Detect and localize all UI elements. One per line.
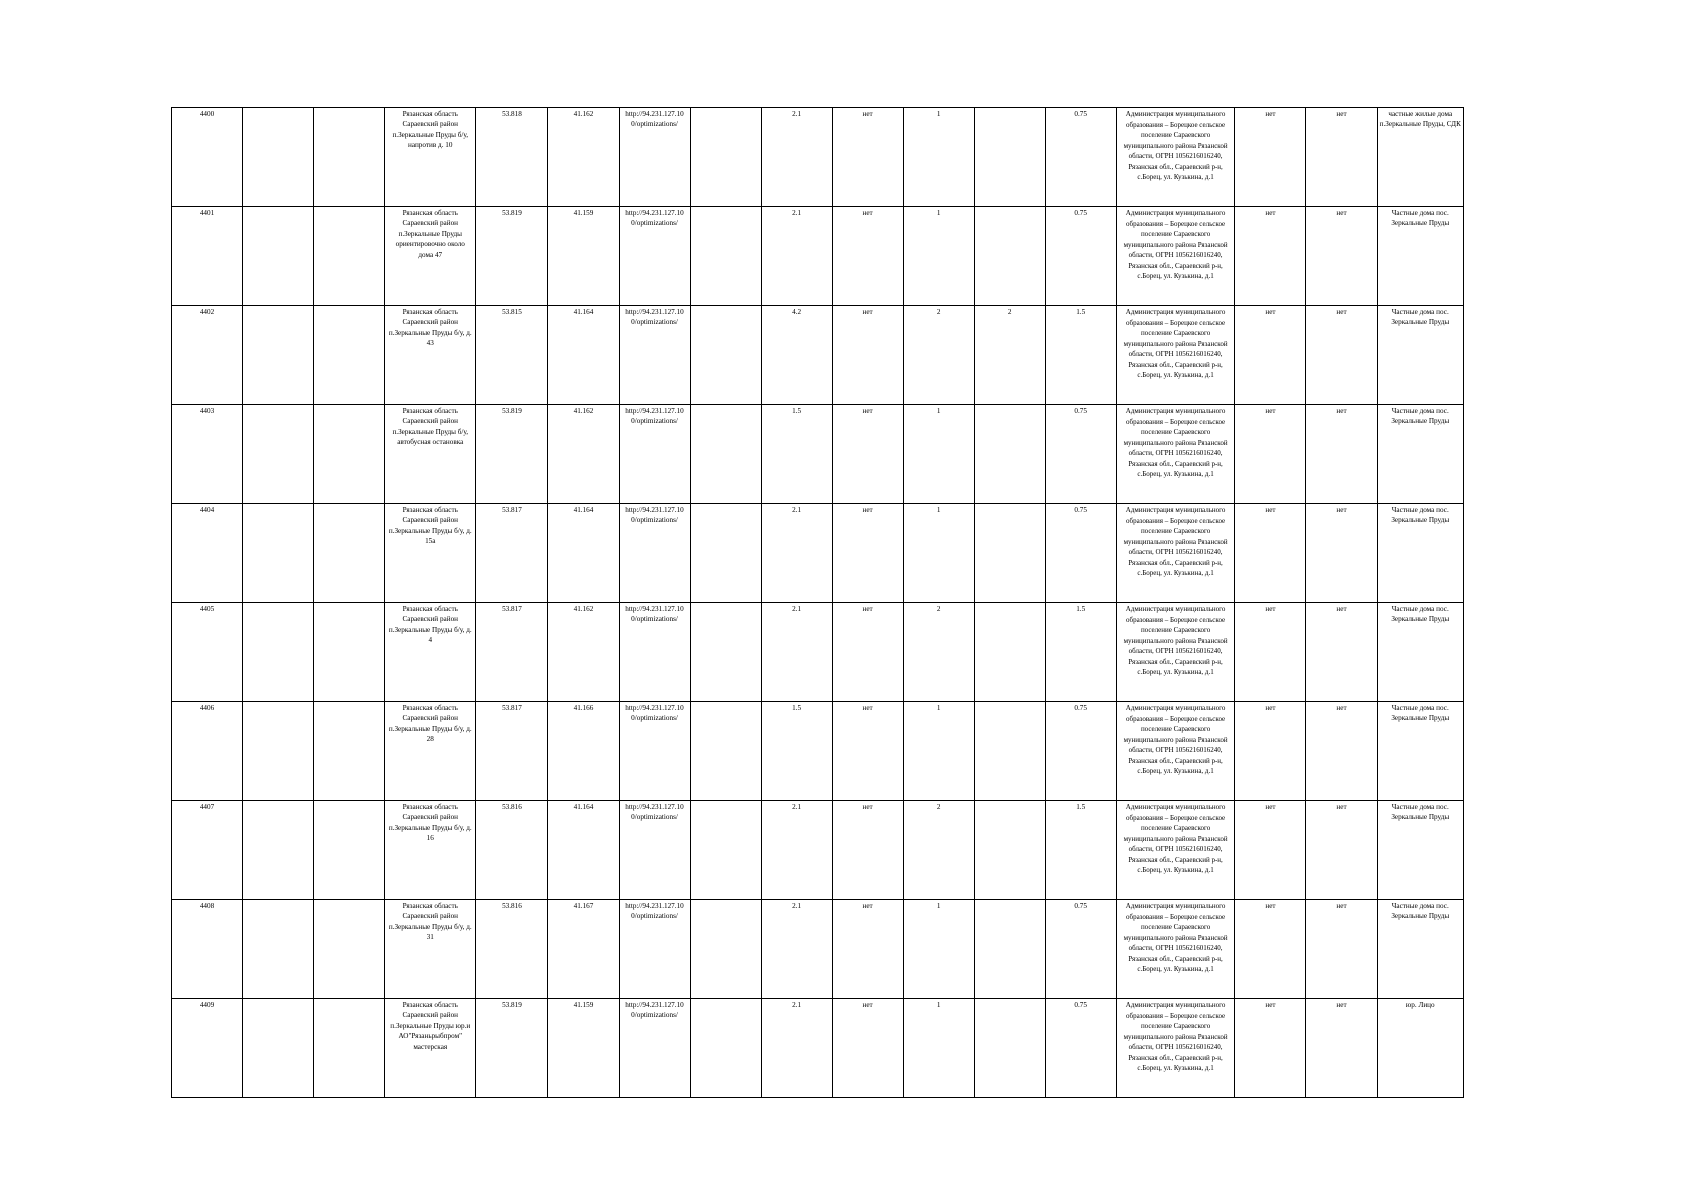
cell-record-number: 4406 — [172, 702, 243, 801]
cell-longitude: 41.159 — [548, 207, 619, 306]
cell-planned-containers — [974, 999, 1045, 1098]
cell-empty — [243, 306, 314, 405]
cell-flag-b: нет — [1306, 504, 1377, 603]
cell-flag-a: нет — [1235, 405, 1306, 504]
cell-area: 2.1 — [761, 207, 832, 306]
cell-area: 2.1 — [761, 900, 832, 999]
table-row — [172, 207, 1464, 306]
table-row — [172, 504, 1464, 603]
cell-map-link[interactable]: http://94.231.127.10 0/optimizations/ — [619, 405, 690, 504]
cell-empty — [314, 603, 385, 702]
table-row — [172, 900, 1464, 999]
cell-longitude: 41.164 — [548, 504, 619, 603]
cell-area: 1.5 — [761, 405, 832, 504]
cell-volume: 0.75 — [1045, 702, 1116, 801]
cell-container-count: 2 — [903, 306, 974, 405]
table-row — [172, 801, 1464, 900]
cell-cover: нет — [832, 702, 903, 801]
cell-empty — [243, 702, 314, 801]
cell-flag-a: нет — [1235, 999, 1306, 1098]
cell-empty — [314, 702, 385, 801]
cell-empty — [314, 504, 385, 603]
table-row — [172, 702, 1464, 801]
cell-container-count: 1 — [903, 504, 974, 603]
cell-planned-containers — [974, 207, 1045, 306]
cell-map-link[interactable]: http://94.231.127.10 0/optimizations/ — [619, 504, 690, 603]
cell-empty — [243, 405, 314, 504]
cell-longitude: 41.167 — [548, 900, 619, 999]
cell-longitude: 41.162 — [548, 603, 619, 702]
cell-flag-a: нет — [1235, 900, 1306, 999]
cell-longitude: 41.162 — [548, 405, 619, 504]
cell-map-link[interactable]: http://94.231.127.10 0/optimizations/ — [619, 900, 690, 999]
cell-address: Рязанская область Сараевский район п.Зеркальные Пруды ориентировочно около дома 47 — [385, 207, 476, 306]
cell-flag-b: нет — [1306, 207, 1377, 306]
cell-empty — [690, 108, 761, 207]
cell-flag-a: нет — [1235, 603, 1306, 702]
cell-latitude: 53.816 — [476, 801, 548, 900]
cell-flag-b: нет — [1306, 801, 1377, 900]
cell-area: 2.1 — [761, 801, 832, 900]
cell-flag-b: нет — [1306, 900, 1377, 999]
cell-area: 4.2 — [761, 306, 832, 405]
cell-flag-b: нет — [1306, 405, 1377, 504]
cell-record-number: 4408 — [172, 900, 243, 999]
cell-container-count: 1 — [903, 405, 974, 504]
cell-owner: Администрация муниципального образования – Борецкое сельское поселение Сараевского муниципального района Рязанской области, ОГРН 1056216016240, Рязанская обл., Сараевский р-н, с.Борец, ул. Кузькина, д.1 — [1116, 702, 1235, 801]
cell-empty — [243, 108, 314, 207]
cell-cover: нет — [832, 405, 903, 504]
cell-container-count: 1 — [903, 108, 974, 207]
waste-sites-table — [171, 107, 1464, 1098]
table-row — [172, 405, 1464, 504]
cell-volume: 1.5 — [1045, 603, 1116, 702]
cell-map-link[interactable]: http://94.231.127.10 0/optimizations/ — [619, 108, 690, 207]
cell-flag-a: нет — [1235, 108, 1306, 207]
cell-container-count: 2 — [903, 801, 974, 900]
cell-latitude: 53.819 — [476, 999, 548, 1098]
cell-latitude: 53.815 — [476, 306, 548, 405]
cell-flag-a: нет — [1235, 504, 1306, 603]
cell-container-count: 1 — [903, 900, 974, 999]
cell-flag-a: нет — [1235, 207, 1306, 306]
cell-volume: 0.75 — [1045, 504, 1116, 603]
cell-owner: Администрация муниципального образования – Борецкое сельское поселение Сараевского муниципального района Рязанской области, ОГРН 1056216016240, Рязанская обл., Сараевский р-н, с.Борец, ул. Кузькина, д.1 — [1116, 207, 1235, 306]
cell-address: Рязанская область Сараевский район п.Зеркальные Пруды б/у, автобусная остановка — [385, 405, 476, 504]
cell-waste-sources: Частные дома пос. Зеркальные Пруды — [1377, 405, 1463, 504]
cell-empty — [690, 702, 761, 801]
cell-longitude: 41.164 — [548, 306, 619, 405]
cell-planned-containers — [974, 603, 1045, 702]
cell-latitude: 53.816 — [476, 900, 548, 999]
cell-empty — [690, 207, 761, 306]
cell-owner: Администрация муниципального образования – Борецкое сельское поселение Сараевского муниципального района Рязанской области, ОГРН 1056216016240, Рязанская обл., Сараевский р-н, с.Борец, ул. Кузькина, д.1 — [1116, 603, 1235, 702]
cell-record-number: 4409 — [172, 999, 243, 1098]
table-row — [172, 108, 1464, 207]
cell-empty — [243, 801, 314, 900]
cell-address: Рязанская область Сараевский район п.Зеркальные Пруды б/у, д. 16 — [385, 801, 476, 900]
cell-area: 2.1 — [761, 603, 832, 702]
cell-empty — [314, 108, 385, 207]
table-body — [172, 108, 1464, 1098]
cell-cover: нет — [832, 999, 903, 1098]
cell-cover: нет — [832, 603, 903, 702]
cell-record-number: 4403 — [172, 405, 243, 504]
cell-volume: 0.75 — [1045, 207, 1116, 306]
cell-waste-sources: Частные дома пос. Зеркальные Пруды — [1377, 207, 1463, 306]
cell-empty — [314, 801, 385, 900]
cell-longitude: 41.159 — [548, 999, 619, 1098]
cell-map-link[interactable]: http://94.231.127.10 0/optimizations/ — [619, 702, 690, 801]
cell-planned-containers — [974, 801, 1045, 900]
cell-cover: нет — [832, 900, 903, 999]
cell-planned-containers — [974, 504, 1045, 603]
cell-waste-sources: Частные дома пос. Зеркальные Пруды — [1377, 702, 1463, 801]
cell-empty — [243, 504, 314, 603]
cell-address: Рязанская область Сараевский район п.Зеркальные Пруды юр.и АО"Рязаньрыбпром" мастерская — [385, 999, 476, 1098]
cell-latitude: 53.818 — [476, 108, 548, 207]
cell-cover: нет — [832, 504, 903, 603]
cell-planned-containers: 2 — [974, 306, 1045, 405]
cell-container-count: 2 — [903, 603, 974, 702]
cell-waste-sources: Частные дома пос. Зеркальные Пруды — [1377, 306, 1463, 405]
cell-empty — [243, 603, 314, 702]
cell-waste-sources: юр. Лицо — [1377, 999, 1463, 1098]
cell-flag-b: нет — [1306, 108, 1377, 207]
cell-cover: нет — [832, 801, 903, 900]
cell-latitude: 53.819 — [476, 207, 548, 306]
cell-area: 2.1 — [761, 999, 832, 1098]
cell-cover: нет — [832, 207, 903, 306]
cell-waste-sources: частные жилые дома п.Зеркальные Пруды, СДК — [1377, 108, 1463, 207]
cell-empty — [314, 900, 385, 999]
cell-latitude: 53.817 — [476, 504, 548, 603]
cell-record-number: 4405 — [172, 603, 243, 702]
cell-empty — [314, 405, 385, 504]
cell-empty — [690, 504, 761, 603]
cell-record-number: 4401 — [172, 207, 243, 306]
cell-latitude: 53.817 — [476, 702, 548, 801]
cell-planned-containers — [974, 900, 1045, 999]
cell-longitude: 41.164 — [548, 801, 619, 900]
cell-volume: 0.75 — [1045, 900, 1116, 999]
cell-owner: Администрация муниципального образования – Борецкое сельское поселение Сараевского муниципального района Рязанской области, ОГРН 1056216016240, Рязанская обл., Сараевский р-н, с.Борец, ул. Кузькина, д.1 — [1116, 801, 1235, 900]
cell-empty — [314, 207, 385, 306]
cell-latitude: 53.819 — [476, 405, 548, 504]
cell-longitude: 41.166 — [548, 702, 619, 801]
cell-flag-b: нет — [1306, 702, 1377, 801]
cell-waste-sources: Частные дома пос. Зеркальные Пруды — [1377, 603, 1463, 702]
cell-volume: 0.75 — [1045, 405, 1116, 504]
cell-cover: нет — [832, 306, 903, 405]
cell-map-link[interactable]: http://94.231.127.10 0/optimizations/ — [619, 801, 690, 900]
cell-empty — [690, 801, 761, 900]
cell-empty — [690, 405, 761, 504]
cell-map-link[interactable]: http://94.231.127.10 0/optimizations/ — [619, 999, 690, 1098]
cell-latitude: 53.817 — [476, 603, 548, 702]
cell-record-number: 4407 — [172, 801, 243, 900]
cell-empty — [690, 900, 761, 999]
cell-owner: Администрация муниципального образования – Борецкое сельское поселение Сараевского муниципального района Рязанской области, ОГРН 1056216016240, Рязанская обл., Сараевский р-н, с.Борец, ул. Кузькина, д.1 — [1116, 306, 1235, 405]
cell-address: Рязанская область Сараевский район п.Зеркальные Пруды б/у, напротив д. 10 — [385, 108, 476, 207]
cell-empty — [314, 306, 385, 405]
cell-planned-containers — [974, 405, 1045, 504]
cell-longitude: 41.162 — [548, 108, 619, 207]
table-row — [172, 999, 1464, 1098]
cell-container-count: 1 — [903, 999, 974, 1098]
cell-flag-b: нет — [1306, 306, 1377, 405]
cell-record-number: 4402 — [172, 306, 243, 405]
cell-container-count: 1 — [903, 207, 974, 306]
table-row — [172, 306, 1464, 405]
cell-empty — [243, 900, 314, 999]
cell-empty — [314, 999, 385, 1098]
cell-owner: Администрация муниципального образования – Борецкое сельское поселение Сараевского муниципального района Рязанской области, ОГРН 1056216016240, Рязанская обл., Сараевский р-н, с.Борец, ул. Кузькина, д.1 — [1116, 900, 1235, 999]
cell-record-number: 4404 — [172, 504, 243, 603]
cell-flag-a: нет — [1235, 702, 1306, 801]
cell-owner: Администрация муниципального образования – Борецкое сельское поселение Сараевского муниципального района Рязанской области, ОГРН 1056216016240, Рязанская обл., Сараевский р-н, с.Борец, ул. Кузькина, д.1 — [1116, 504, 1235, 603]
cell-record-number: 4400 — [172, 108, 243, 207]
cell-area: 2.1 — [761, 108, 832, 207]
cell-empty — [243, 999, 314, 1098]
cell-waste-sources: Частные дома пос. Зеркальные Пруды — [1377, 900, 1463, 999]
cell-flag-b: нет — [1306, 603, 1377, 702]
cell-map-link[interactable]: http://94.231.127.10 0/optimizations/ — [619, 603, 690, 702]
cell-planned-containers — [974, 702, 1045, 801]
cell-volume: 1.5 — [1045, 801, 1116, 900]
cell-address: Рязанская область Сараевский район п.Зеркальные Пруды б/у, д. 28 — [385, 702, 476, 801]
cell-owner: Администрация муниципального образования – Борецкое сельское поселение Сараевского муниципального района Рязанской области, ОГРН 1056216016240, Рязанская обл., Сараевский р-н, с.Борец, ул. Кузькина, д.1 — [1116, 405, 1235, 504]
cell-volume: 0.75 — [1045, 108, 1116, 207]
cell-volume: 1.5 — [1045, 306, 1116, 405]
cell-area: 2.1 — [761, 504, 832, 603]
cell-map-link[interactable]: http://94.231.127.10 0/optimizations/ — [619, 207, 690, 306]
cell-owner: Администрация муниципального образования – Борецкое сельское поселение Сараевского муниципального района Рязанской области, ОГРН 1056216016240, Рязанская обл., Сараевский р-н, с.Борец, ул. Кузькина, д.1 — [1116, 108, 1235, 207]
cell-empty — [690, 999, 761, 1098]
cell-flag-a: нет — [1235, 801, 1306, 900]
cell-flag-b: нет — [1306, 999, 1377, 1098]
cell-address: Рязанская область Сараевский район п.Зеркальные Пруды б/у, д. 31 — [385, 900, 476, 999]
cell-address: Рязанская область Сараевский район п.Зеркальные Пруды б/у, д. 4 — [385, 603, 476, 702]
cell-area: 1.5 — [761, 702, 832, 801]
table-row — [172, 603, 1464, 702]
cell-empty — [690, 306, 761, 405]
cell-address: Рязанская область Сараевский район п.Зеркальные Пруды б/у, д. 43 — [385, 306, 476, 405]
cell-address: Рязанская область Сараевский район п.Зеркальные Пруды б/у, д. 15а — [385, 504, 476, 603]
cell-waste-sources: Частные дома пос. Зеркальные Пруды — [1377, 504, 1463, 603]
cell-empty — [243, 207, 314, 306]
cell-empty — [690, 603, 761, 702]
cell-container-count: 1 — [903, 702, 974, 801]
cell-flag-a: нет — [1235, 306, 1306, 405]
cell-volume: 0.75 — [1045, 999, 1116, 1098]
cell-waste-sources: Частные дома пос. Зеркальные Пруды — [1377, 801, 1463, 900]
cell-cover: нет — [832, 108, 903, 207]
cell-planned-containers — [974, 108, 1045, 207]
cell-owner: Администрация муниципального образования – Борецкое сельское поселение Сараевского муниципального района Рязанской области, ОГРН 1056216016240, Рязанская обл., Сараевский р-н, с.Борец, ул. Кузькина, д.1 — [1116, 999, 1235, 1098]
cell-map-link[interactable]: http://94.231.127.10 0/optimizations/ — [619, 306, 690, 405]
